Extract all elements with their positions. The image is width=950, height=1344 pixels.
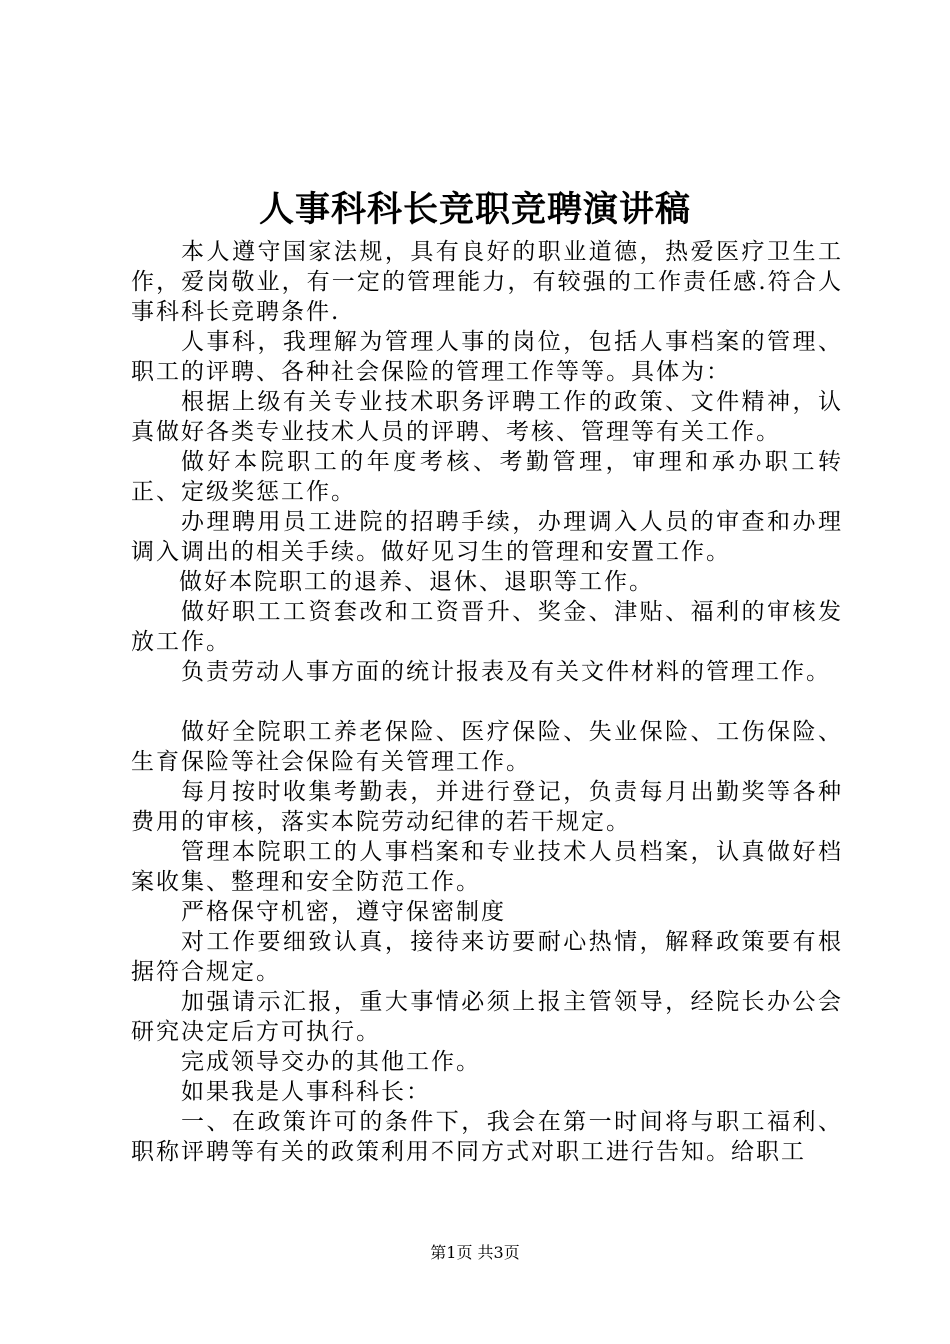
paragraph: 做好全院职工养老保险、医疗保险、失业保险、工伤保险、生育保险等社会保险有关管理工作。 <box>131 719 843 775</box>
paragraph: 人事科，我理解为管理人事的岗位，包括人事档案的管理、职工的评聘、各种社会保险的管理工作等等。具体为： <box>131 329 843 385</box>
paragraph: 每月按时收集考勤表，并进行登记，负责每月出勤奖等各种费用的审核，落实本院劳动纪律的若干规定。 <box>131 779 843 835</box>
paragraph: 做好职工工资套改和工资晋升、奖金、津贴、福利的审核发放工作。 <box>131 599 843 655</box>
page-number-footer: 第1页 共3页 <box>430 1243 520 1262</box>
paragraph: 加强请示汇报，重大事情必须上报主管领导，经院长办公会研究决定后方可执行。 <box>131 989 843 1045</box>
paragraph: 办理聘用员工进院的招聘手续，办理调入人员的审查和办理调入调出的相关手续。做好见习生的管理和安置工作。 <box>131 509 843 565</box>
paragraph: 做好本院职工的退养、退休、退职等工作。 <box>179 569 654 595</box>
paragraph: 一、在政策许可的条件下，我会在第一时间将与职工福利、职称评聘等有关的政策利用不同方式对职工进行告知。给职工 <box>131 1109 843 1165</box>
document-title: 人事科科长竞职竞聘演讲稿 <box>258 189 691 230</box>
paragraph: 如果我是人事科科长： <box>181 1079 431 1105</box>
paragraph: 完成领导交办的其他工作。 <box>181 1049 481 1075</box>
paragraph: 严格保守机密，遵守保密制度 <box>181 899 506 925</box>
paragraph: 做好本院职工的年度考核、考勤管理，审理和承办职工转正、定级奖惩工作。 <box>131 449 843 505</box>
document-body <box>131 237 843 1167</box>
blank-line <box>131 687 843 717</box>
paragraph: 根据上级有关专业技术职务评聘工作的政策、文件精神，认真做好各类专业技术人员的评聘、考核、管理等有关工作。 <box>131 389 843 445</box>
paragraph: 本人遵守国家法规，具有良好的职业道德，热爱医疗卫生工作，爱岗敬业，有一定的管理能力，有较强的工作责任感.符合人事科科长竞聘条件. <box>131 239 843 325</box>
paragraph: 对工作要细致认真，接待来访要耐心热情，解释政策要有根据符合规定。 <box>131 929 843 985</box>
paragraph: 管理本院职工的人事档案和专业技术人员档案，认真做好档案收集、整理和安全防范工作。 <box>131 839 843 895</box>
paragraph: 负责劳动人事方面的统计报表及有关文件材料的管理工作。 <box>181 659 831 685</box>
